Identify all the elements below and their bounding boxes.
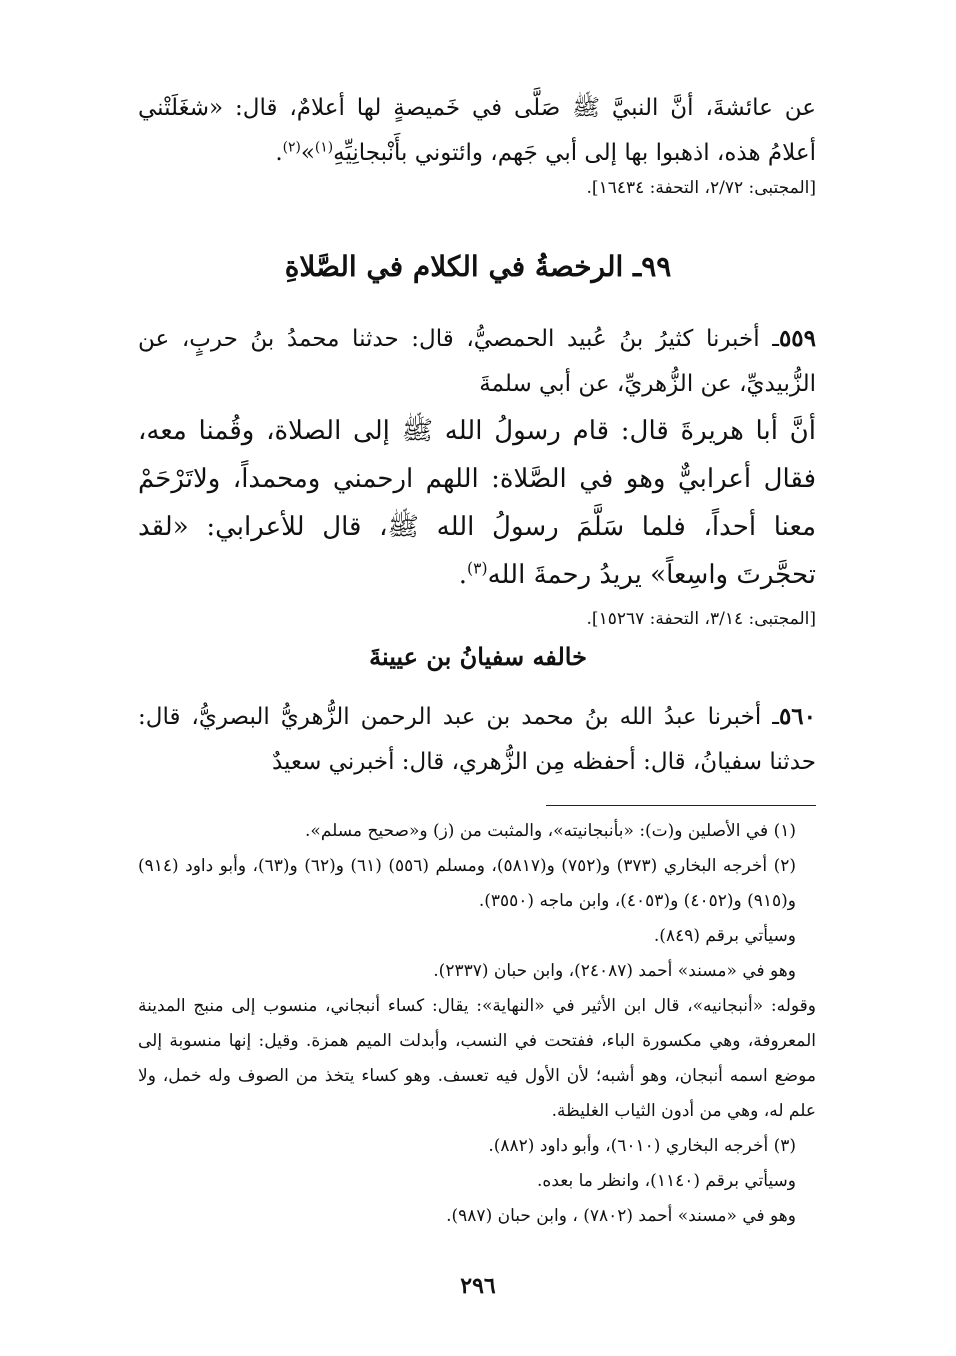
footnote-3: (٣) أخرجه البخاري (٦٠١٠)، وأبو داود (٨٨٢).: [488, 1136, 796, 1156]
hadith-559-end: .: [458, 560, 468, 590]
hadith-560-number: ٥٦٠: [778, 703, 816, 730]
footnote-2-see-also: وسيأتي برقم (٨٤٩).: [653, 926, 796, 946]
top-section: [138, 86, 816, 200]
hadith-560: [138, 694, 816, 785]
footnote-marker-3: (٣): [467, 559, 488, 578]
top-paragraph: [138, 86, 816, 176]
hadith-559-matn-text: أنَّ أبا هريرةَ قال: قام رسولُ الله ﷺ إلى الصلاة، وقُمنا معه، فقال أعرابيٌّ وهو في الصَّلاة: اللهم ارحمني ومحمداً، ولاتَرْحَمْ معنا أحداً، فلما سَلَّمَ رسولُ الله ﷺ، قال للأعرابي: «لقد تحجَّرتَ واسِعاً» يريدُ رحمةَ الله: [138, 416, 816, 590]
footnote-3-see-also: وسيأتي برقم (١١٤٠)، وانظر ما بعده.: [537, 1171, 796, 1191]
hadith-559: [138, 316, 816, 631]
footnote-divider: [546, 805, 816, 806]
page-number: ٢٩٦: [460, 1273, 496, 1299]
footnote-2-musnad: وهو في «مسند» أحمد (٢٤٠٨٧)، وابن حبان (٢٣٣٧).: [433, 961, 796, 981]
section-subheading: خالفه سفيانُ بن عيينةَ: [369, 642, 587, 671]
footnote-marker-2: (٢): [282, 139, 301, 156]
hadith-559-matn: [138, 407, 816, 599]
footnote-marker-1: (١): [314, 139, 334, 156]
footnote-3-musnad: وهو في «مسند» أحمد (٧٨٠٢) ، وابن حبان (٩٨٧).: [446, 1206, 796, 1226]
closing-quote: »: [300, 140, 315, 166]
footnote-1: (١) في الأصلين و(ت): «بأنبجانيته»، والمثبت من (ز) و«صحيح مسلم».: [305, 821, 796, 841]
chapter-heading: ٩٩ـ الرخصةُ في الكلام في الصَّلاةِ: [284, 250, 672, 283]
hadith-560-body: ـ أخبرنا عبدُ الله بنُ محمد بن عبد الرحمن الزُّهريُّ البصريُّ، قال: حدثنا سفيانُ، قال: أحفظه مِن الزُّهري، قال: أخبرني سعيدٌ: [138, 704, 816, 775]
reference-top: [المجتبى: ٢/٧٢، التحفة: ١٦٤٣٤].: [586, 178, 816, 198]
hadith-559-isnad-text: ـ أخبرنا كثيرُ بنُ عُبيد الحمصيُّ، قال: حدثنا محمدُ بنُ حربٍ، عن الزُّبيديِّ، عن الزُّهريِّ، عن أبي سلمةَ: [138, 326, 816, 397]
sentence-end: .: [275, 140, 283, 166]
reference-559: [المجتبى: ٣/١٤، التحفة: ١٥٢٦٧].: [586, 609, 816, 629]
hadith-559-number: ٥٥٩: [778, 325, 816, 352]
footnote-2: (٢) أخرجه البخاري (٣٧٣) و(٧٥٢) و(٥٨١٧)، ومسلم (٥٥٦) (٦١) و(٦٢) و(٦٣)، وأبو داود (٩١٤) و(٩١٥) و(٤٠٥٢) و(٤٠٥٣)، وابن ماجه (٣٥٥٠).: [138, 856, 796, 911]
footnotes: [138, 814, 816, 1234]
footnote-2-explanation: وقوله: «أنبجانيه»، قال ابن الأثير في «النهاية»: يقال: كساء أنبجاني، منسوب إلى منبج المدينة المعروفة، وهي مكسورة الباء، ففتحت في النسب، وأبدلت الميم همزة. وقيل: إنها منسوبة إلى موضع اسمه أنبجان، وهو أشبه؛ لأن الأول فيه تعسف. وهو كساء يتخذ من الصوف وله خمل، ولا علم له، وهي من أدون الثياب الغليظة.: [138, 996, 816, 1121]
hadith-560-text: [138, 694, 816, 785]
hadith-559-isnad: [138, 316, 816, 407]
top-paragraph-text: عن عائشةَ، أنَّ النبيَّ ﷺ صَلَّى في خَميصةٍ لها أعلامٌ، قال: «شغَلَتْني أعلامُ هذه، اذهبوا بها إلى أبي جَهم، وائتوني بأَنْبجانِيِّهِ: [138, 95, 816, 166]
